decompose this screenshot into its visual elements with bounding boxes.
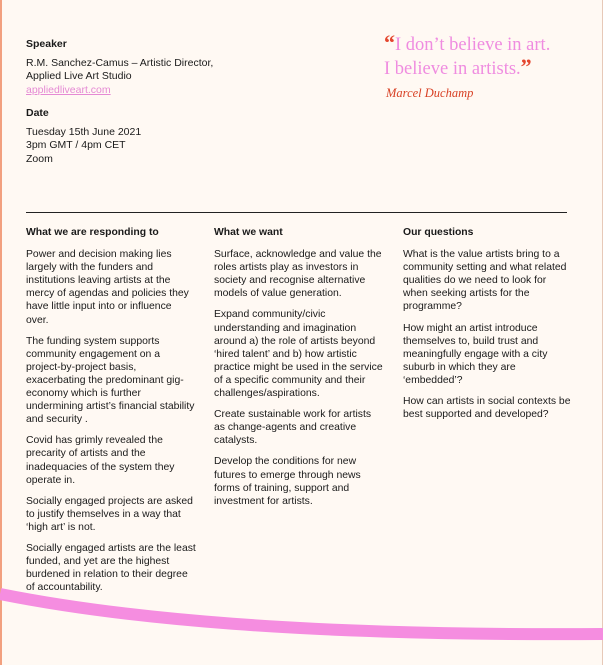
paragraph: How can artists in social contexts be best supported and developed? <box>403 396 571 421</box>
speaker-name-line1: R.M. Sanchez-Camus – Artistic Director, <box>26 56 214 69</box>
quote-line1: I don’t believe in art. <box>395 35 551 55</box>
decorative-swoosh <box>0 580 603 665</box>
paragraph: Develop the conditions for new futures to emerge through news forms of training, support and investment for artists. <box>214 456 361 507</box>
paragraph: Socially engaged artists are the least funded, and yet are the highest burdened in relation to their degree of accountability. <box>26 542 196 594</box>
date-section <box>26 107 141 166</box>
close-quote-mark: ” <box>520 54 532 79</box>
left-accent-border <box>0 0 2 665</box>
paragraph: How might an artist introduce themselves to, build trust and meaningfully engage with a city suburb in which they are ‘embedded’? <box>403 322 548 386</box>
column-heading: What we are responding to <box>26 227 159 238</box>
open-quote-mark: “ <box>384 30 395 55</box>
paragraph: Create sustainable work for artists as change-agents and creative catalysts. <box>214 409 372 447</box>
venue-line: Zoom <box>26 152 53 165</box>
section-divider <box>26 212 567 213</box>
quote-line2: I believe in artists. <box>384 59 521 79</box>
column-heading: Our questions <box>403 227 474 238</box>
paragraph: Socially engaged projects are asked to justify themselves in a way that ‘high art’ is not. <box>26 495 193 533</box>
date-line: Tuesday 15th June 2021 <box>26 125 142 138</box>
pull-quote <box>384 32 589 80</box>
time-line: 3pm GMT / 4pm CET <box>26 139 126 152</box>
paragraph: Surface, acknowledge and value the roles artists play as investors in society and recognise alternative models of value generation. <box>214 249 382 300</box>
paragraph: What is the value artists bring to a community setting and what related qualities do we need to look for when seeking artists for the programme? <box>403 249 567 313</box>
date-label: Date <box>26 107 49 119</box>
paragraph: The funding system supports community engagement on a project-by-project basis, exacerbating the predominant gig-economy which is further undermining artist’s financial stability and security . <box>26 335 195 426</box>
speaker-label: Speaker <box>26 38 67 50</box>
speaker-website-link[interactable]: appliedliveart.com <box>26 83 111 96</box>
paragraph: Power and decision making lies largely with the funders and institutions leaving artists at the mercy of agendas and policies they have little input into or influence over. <box>26 249 189 326</box>
paragraph: Expand community/civic understanding and imagination around a) the role of artists beyond ‘hired talent’ and b) how artistic practice might be used in the service of a specific community and their challenges/aspirations. <box>214 309 383 400</box>
paragraph: Covid has grimly revealed the precarity of artists and the inadequacies of the system they operate in. <box>26 435 175 486</box>
speaker-name-line2: Applied Live Art Studio <box>26 70 132 83</box>
column-what-we-want <box>214 226 384 516</box>
quote-attribution: Marcel Duchamp <box>386 86 474 100</box>
column-heading: What we want <box>214 227 283 238</box>
column-responding <box>26 226 196 602</box>
speaker-section <box>26 38 213 97</box>
column-our-questions <box>403 226 573 429</box>
